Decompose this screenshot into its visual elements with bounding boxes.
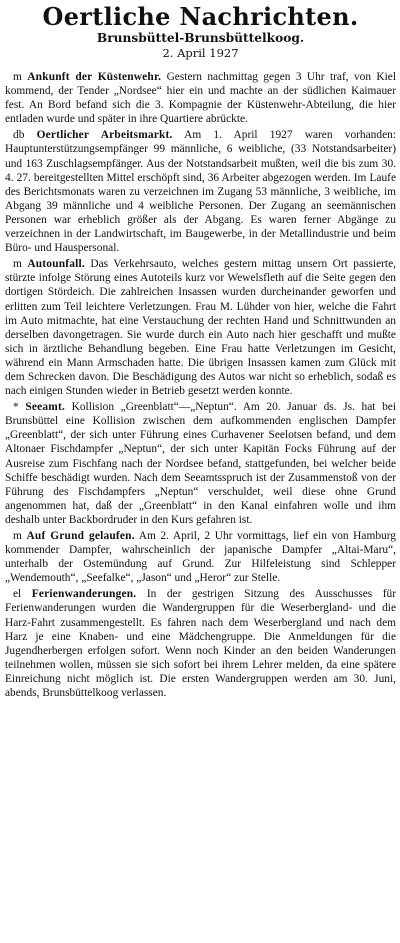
- article-body: Das Verkehrsauto, welches gestern mittag unsern Ort passierte, stürzte infolge Störung eines Autoteils kurz vor Wewelsfleth auf die Seite gegen den dortigen Stördeich. Die zahlreichen Insassen wurden durcheinander geworfen und erlitten zum Teil leichtere Verletzungen. Frau M. Lühder von hier, welche die Fahrt im Auto mitmachte, hat eine Verstauchung der rechten Hand und Schnittwunden an derselben davongetragen. Sie wurde durch ein Auto nach hier geschafft und mußte sich in ärztliche Behandlung begeben. Eine Frau hatte Verletzungen im Gesicht, während ein Mann Armschaden hatte. Die übrigen Insassen kamen zum Glück mit dem Schrecken davon. Die Beschädigung des Autos war nicht so erheblich, sodaß es nach einigen Stunden wieder in Betrieb gesetzt werden konnte.: [5, 258, 396, 398]
- locality-heading: Brunsbüttel-Brunsbüttelkoog.: [96, 31, 305, 45]
- article-arbeitsmarkt: [5, 128, 396, 255]
- article-body: Am 2. April, 2 Uhr vormittags, lief ein von Hamburg kommender Dampfer, wahrscheinlich der japanische Dampfer „Altai-Maru“, unterhalb der Ostemündung auf Grund. Zur Hilfeleistung sind Schlepper „Wendemouth“, „Seefalke“, „Jason“ und „Heror“ zur Stelle.: [5, 530, 396, 585]
- article-autounfall: [5, 257, 396, 398]
- author-mark: m: [13, 530, 22, 542]
- article-headline: Seeamt.: [25, 401, 65, 414]
- author-mark: db: [13, 129, 25, 142]
- masthead: [5, 3, 396, 61]
- author-mark: el: [13, 588, 22, 601]
- article-headline: Ferienwanderungen.: [31, 588, 137, 601]
- author-mark: m: [13, 71, 22, 83]
- section-title: Oertliche Nachrichten.: [42, 2, 359, 31]
- article-kuestenwehr: [5, 70, 396, 126]
- article-headline: Oertlicher Arbeitsmarkt.: [36, 129, 173, 142]
- article-body: In der gestrigen Sitzung des Ausschusses für Ferienwanderungen wurden die Wandergruppen für die Weserbergland- und die Harz-Fahrt zusammengestellt. Es fahren nach dem Weserbergland und nach dem Harz je eine Knaben- und eine Mädchengruppe. Die Anmeldungen für die Jugendherbergen erfolgen sofort. Wenn noch Kinder an den beiden Wanderungen teilnehmen wollen, müssen sie sich sofort bei ihrem Lehrer melden, da eine spätere Einreichung nicht möglich ist. Die ersten Wandergruppen werden am 30. Juni, abends, Brunsbüttelkoog verlassen.: [5, 588, 396, 700]
- article-body: Am 1. April 1927 waren vorhanden: Hauptunterstützungsempfänger 99 männliche, 6 weibliche, (33 Notstandsarbeiter) und 163 Zuschlagsempfänger. Aus der Notstandsarbeit mußten, weil die bis zum 30. 4. 27. bereitgestellten Mittel erschöpft sind, 36 Arbeiter abgezogen werden. Im Laufe des Berichtsmonats waren zu verzeichnen im Zugang 53 männliche, 3 weibliche, im Abgang 39 männliche und 4 weibliche Personen. Der Zugang an seemännischen Personen war erheblich größer als der Abgang. Es waren ferner Abgänge zu verzeichnen in der Landwirtschaft, im Baugewerbe, in der Metallindustrie und beim Büro- und Hauspersonal.: [5, 129, 396, 255]
- article-ferienwanderungen: [5, 587, 396, 700]
- article-headline: Ankunft der Küstenwehr.: [27, 71, 162, 83]
- article-body: Kollision „Greenblatt“—„Neptun“. Am 20. Januar ds. Js. hat bei Brunsbüttel eine Kollision zwischen dem aufkommenden englischen Dampfer „Greenblatt“, der sich unter Führung eines Curhavener Seelotsen befand, und dem Altonaer Fischdampfer „Neptun“, der sich unter Kapitän Focks Führung auf der Ausreise zum Fischfang nach der Nordsee befand, stattgefunden, bei welcher beide Schiffe beschädigt wurden. Nach dem Seeamtsspruch ist der Zusammenstoß von der Führung des Fischdampfers „Neptun“ verschuldet, weil diese ohne Grund angenommen hat, daß der „Greenblatt“ in den Kanal einfahren wolle und ihm deshalb unter Backbordruder in den Kurs gefahren ist.: [5, 401, 396, 526]
- article-seeamt: [5, 400, 396, 527]
- author-mark: *: [13, 401, 19, 414]
- author-mark: m: [13, 258, 22, 271]
- dateline: 2. April 1927: [162, 46, 239, 60]
- article-headline: Auf Grund gelaufen.: [26, 530, 135, 542]
- article-headline: Autounfall.: [27, 258, 85, 271]
- article-body: Gestern nachmittag gegen 3 Uhr traf, von Kiel kommend, der Tender „Nordsee“ hier ein und machte an der südlichen Kaimauer fest. An Bord befand sich die 3. Kompagnie der Küstenwehr-Abteilung, die hier entladen wurde und später in ihre Quartiere abrückte.: [5, 71, 396, 126]
- article-auf-grund: [5, 529, 396, 585]
